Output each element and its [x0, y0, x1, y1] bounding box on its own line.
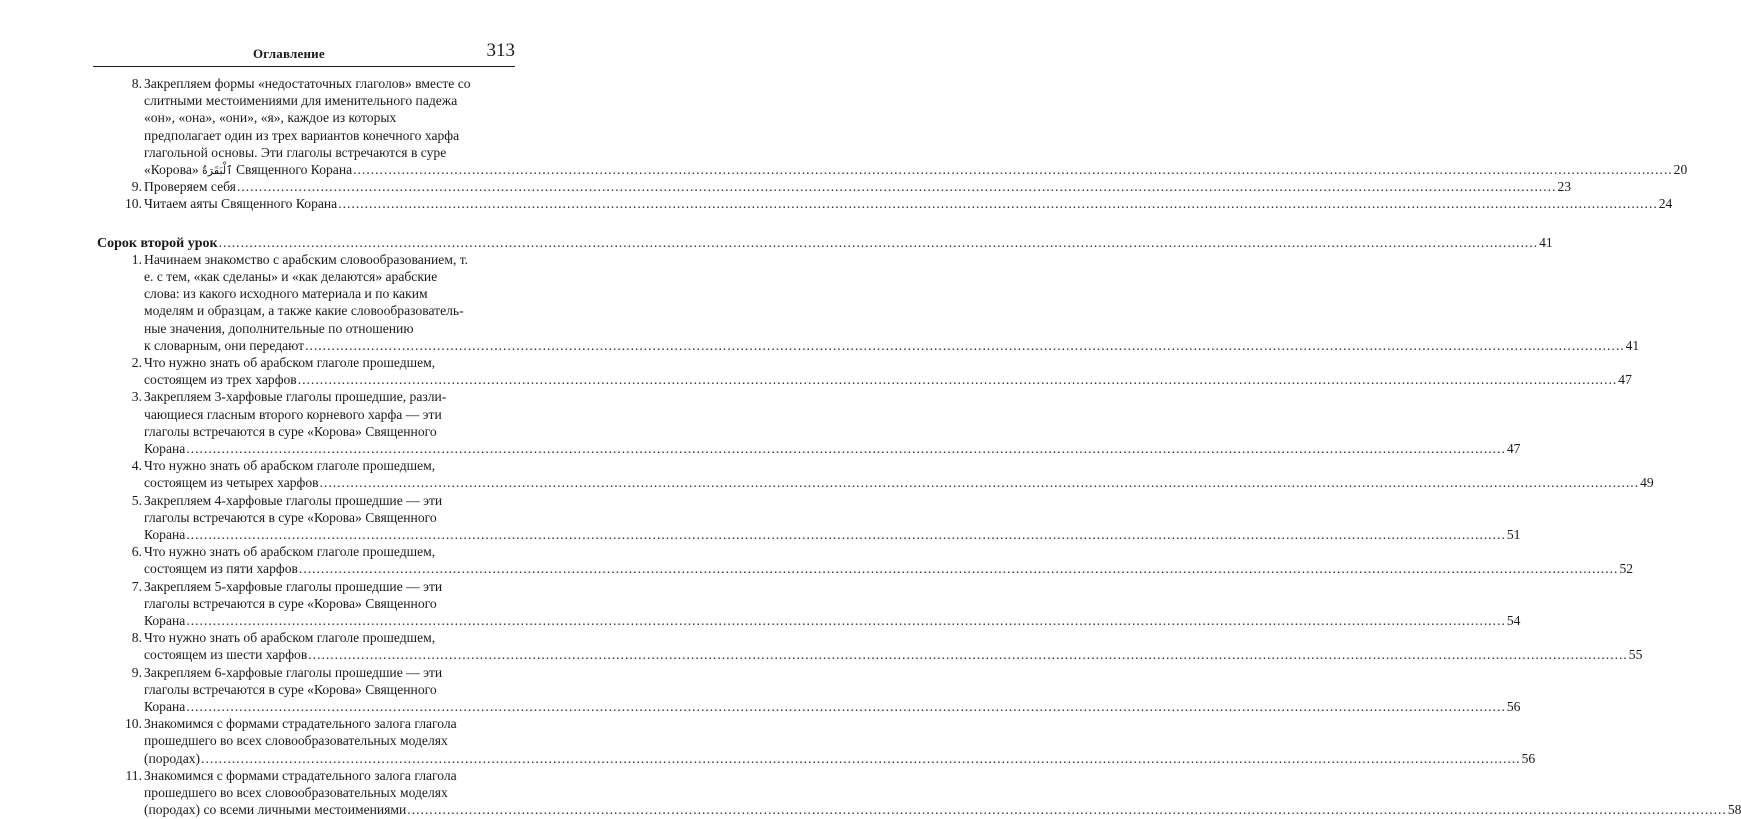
- dot-leader: ............................................................................................................................................................................................................................................................................................................: [218, 234, 1539, 250]
- entry-text-line: слитными местоимениями для именительного падежа: [144, 93, 458, 109]
- toc-entry: [144, 370, 1632, 389]
- entry-text-line: Закрепляем 4-харфовые глаголы прошедшие — эти: [144, 492, 443, 508]
- dot-leader: ............................................................................................................................................................................................................................................................................................................: [297, 372, 1618, 388]
- entry-text: состоящем из шести харфов: [144, 647, 308, 663]
- entry-text-line: глаголы встречаются в суре «Корова» Священного: [144, 509, 437, 525]
- entry-text-line: моделям и образцам, а также какие словообразователь-: [144, 303, 464, 319]
- item-number: 8.: [131, 630, 142, 646]
- entry-text-line: Что нужно знать об арабском глаголе прошедшем,: [144, 630, 436, 646]
- item-number: 3.: [131, 389, 142, 405]
- item-number: 6.: [131, 544, 142, 560]
- toc-entry: [144, 559, 1634, 578]
- entry-page-number: 47: [1618, 372, 1632, 388]
- page-number: 313: [486, 40, 515, 61]
- dot-leader: ............................................................................................................................................................................................................................................................................................................: [201, 750, 1521, 766]
- entry-text-line: Знакомимся с формами страдательного залога глагола: [144, 716, 457, 732]
- entry-page-number: 41: [1539, 234, 1553, 250]
- entry-text: к словарным, они передают: [144, 337, 305, 353]
- entry-text-line: е. с тем, «как сделаны» и «как делаются» арабские: [144, 269, 438, 284]
- entry-text-line: Начинаем знакомство с арабским словообразованием, т.: [144, 251, 469, 267]
- item-number: 5.: [131, 492, 142, 508]
- toc-entry: [144, 749, 1536, 768]
- dot-leader: ............................................................................................................................................................................................................................................................................................................: [186, 699, 1506, 714]
- entry-text: Проверяем себя: [144, 179, 236, 195]
- toc-entry: [144, 645, 1643, 664]
- entry-text-line: Что нужно знать об арабском глаголе прошедшем,: [144, 544, 436, 560]
- dot-leader: ............................................................................................................................................................................................................................................................................................................: [186, 613, 1506, 628]
- entry-page-number: 56: [1506, 699, 1521, 714]
- entry-page-number: 54: [1506, 613, 1521, 628]
- item-number: 4.: [131, 458, 142, 474]
- entry-text-line: глагольной основы. Эти глаголы встречаются в суре: [144, 144, 447, 160]
- entry-text-line: Что нужно знать об арабском глаголе прошедшем,: [144, 458, 436, 474]
- dot-leader: ............................................................................................................................................................................................................................................................................................................: [186, 441, 1506, 456]
- entry-page-number: 56: [1521, 750, 1536, 766]
- dot-leader: ............................................................................................................................................................................................................................................................................................................: [319, 475, 1640, 491]
- entry-text-line: глаголы встречаются в суре «Корова» Священного: [144, 595, 437, 611]
- section-heading: [97, 233, 1553, 252]
- item-number: 9.: [131, 664, 142, 680]
- header-rule: [93, 66, 515, 67]
- entry-page-number: 23: [1557, 179, 1572, 195]
- item-number: 10.: [125, 716, 142, 732]
- entry-text: Читаем аяты Священного Корана: [144, 196, 338, 212]
- entry-page-number: 49: [1640, 475, 1654, 491]
- entry-text-line: чающиеся гласным второго корневого харфа — эти: [144, 406, 442, 422]
- item-number: 7.: [131, 578, 142, 594]
- item-number: 8.: [131, 76, 142, 91]
- item-number: 10.: [125, 196, 142, 212]
- entry-text-line: прошедшего во всех словообразовательных моделях: [144, 733, 448, 749]
- running-title: Оглавление: [253, 46, 325, 61]
- dot-leader: ............................................................................................................................................................................................................................................................................................................: [353, 162, 1673, 177]
- entry-text: (породах): [144, 750, 201, 766]
- toc-entry: [144, 160, 1688, 179]
- running-header: [93, 38, 515, 64]
- entry-text: Корана: [144, 613, 186, 628]
- toc-entry: [144, 473, 1654, 492]
- dot-leader: ............................................................................................................................................................................................................................................................................................................: [186, 527, 1506, 542]
- dot-leader: ............................................................................................................................................................................................................................................................................................................: [338, 196, 1658, 212]
- entry-text-line: Закрепляем формы «недостаточных глаголов» вместе со: [144, 76, 471, 91]
- toc-entry: [144, 177, 1572, 196]
- entry-text: состоящем из четырех харфов: [144, 475, 319, 491]
- entry-text: «Корова»: [144, 162, 203, 177]
- entry-text: состоящем из пяти харфов: [144, 561, 298, 577]
- entry-text: (породах) со всеми личными местоимениями: [144, 802, 407, 818]
- entry-text-line: Закрепляем 3-харфовые глаголы прошедшие, разли-: [144, 389, 447, 405]
- arabic-surah-name: ٱلْبَقَرَةُ: [202, 164, 233, 177]
- entry-page-number: 20: [1673, 162, 1688, 177]
- dot-leader: ............................................................................................................................................................................................................................................................................................................: [308, 647, 1628, 663]
- toc-entry: [144, 439, 1521, 458]
- entry-text-line: Что нужно знать об арабском глаголе прошедшем,: [144, 355, 436, 370]
- dot-leader: ............................................................................................................................................................................................................................................................................................................: [236, 179, 1557, 195]
- item-number: 11.: [125, 767, 142, 783]
- toc-entry: [144, 525, 1521, 544]
- entry-page-number: 51: [1506, 527, 1521, 542]
- entry-text: Корана: [144, 527, 186, 542]
- entry-text-line: предполагает один из трех вариантов конечного харфа: [144, 127, 460, 143]
- entry-text-line: Закрепляем 6-харфовые глаголы прошедшие — эти: [144, 664, 443, 680]
- entry-page-number: 24: [1658, 196, 1673, 212]
- item-number: 1.: [131, 251, 142, 267]
- entry-text: Священного Корана: [232, 162, 353, 177]
- entry-page-number: 41: [1625, 337, 1640, 353]
- entry-text-line: ные значения, дополнительные по отношению: [144, 320, 414, 336]
- toc-entry: [144, 697, 1521, 716]
- entry-page-number: 47: [1506, 441, 1521, 456]
- item-number: 2.: [131, 355, 142, 370]
- entry-text: состоящем из трех харфов: [144, 372, 297, 388]
- entry-text-line: прошедшего во всех словообразовательных моделях: [144, 785, 448, 800]
- toc-entry: [144, 611, 1521, 630]
- toc-entry: [144, 800, 1741, 819]
- entry-page-number: 55: [1628, 647, 1643, 663]
- dot-leader: ............................................................................................................................................................................................................................................................................................................: [305, 337, 1625, 353]
- item-number: 9.: [131, 179, 142, 195]
- entry-page-number: 52: [1619, 561, 1634, 577]
- toc-entry: [144, 336, 1640, 355]
- entry-page-number: 58: [1727, 802, 1741, 818]
- entry-text-line: слова: из какого исходного материала и по каким: [144, 286, 428, 302]
- dot-leader: ............................................................................................................................................................................................................................................................................................................: [407, 802, 1727, 818]
- entry-text-line: глаголы встречаются в суре «Корова» Священного: [144, 681, 437, 697]
- entry-text-line: Знакомимся с формами страдательного залога глагола: [144, 767, 457, 783]
- entry-text-line: глаголы встречаются в суре «Корова» Священного: [144, 423, 437, 439]
- section-title: Сорок второй урок: [97, 235, 218, 251]
- dot-leader: ............................................................................................................................................................................................................................................................................................................: [298, 561, 1619, 577]
- entry-text: Корана: [144, 441, 186, 456]
- entry-text-line: Закрепляем 5-харфовые глаголы прошедшие — эти: [144, 578, 443, 594]
- entry-text-line: «он», «она», «они», «я», каждое из которых: [144, 110, 397, 126]
- toc-entry: [144, 194, 1673, 213]
- entry-text: Корана: [144, 699, 186, 714]
